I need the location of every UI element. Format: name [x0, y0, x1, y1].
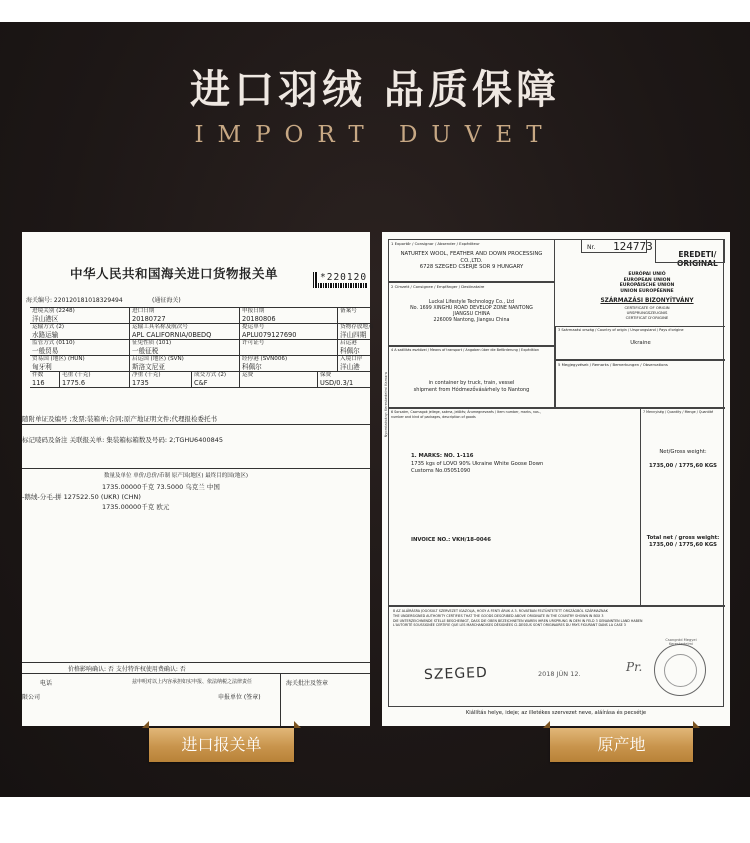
field-label: 监管方式 (0110) [32, 340, 75, 346]
field-value: 科佩尔 [242, 362, 262, 371]
origin-caption: 原产地 [550, 728, 693, 762]
transport-box [389, 346, 555, 408]
divider [22, 673, 370, 674]
declarant-seal-label: 申报单位 (签章) [218, 694, 261, 701]
special-relationship-line: 价格影响确认: 否 支付特许权使用费确认: 否 [68, 666, 186, 673]
field-value: 洋山四期 [340, 330, 367, 339]
customs-declaration-image [22, 232, 374, 726]
certificate-subtitle: CERTIFICATE OF ORIGIN URSPRUNGSZEUGNIS CERTIFICAT D'ORIGINE [624, 304, 670, 320]
field-label: 件数 [32, 372, 44, 378]
customs-row [30, 372, 370, 388]
eu-label: EURÓPAI UNIÓ EUROPEAN UNION EUROPÄISCHE UNION UNION EUROPÉENNE [619, 272, 675, 294]
field-label: 启运港 [340, 340, 357, 346]
field-label: 运输工具名称及航次号 [132, 324, 188, 330]
chamber-seal [654, 638, 706, 696]
field-value: 洋山港 [340, 362, 360, 371]
szeged-stamp: SZEGED [423, 664, 489, 684]
field-label: 备案号 [340, 308, 357, 314]
divider [280, 674, 281, 726]
eu-block [563, 272, 731, 320]
goods-line: -鹅绒-分毛-拼 127522.50 (UKR) (CHN) [22, 493, 141, 501]
declaration-office: (通征海关) [152, 297, 181, 304]
number-box [581, 239, 647, 253]
barcode-number: *220120 [320, 272, 368, 283]
consignee-value: Luckal Lifestyle Technology Co., Ltd No. 1699 XINGHU ROAD DEVELOP ZONE NANTONG JIANGSU CHINA 226009 Nantong, Jiangsu China [410, 300, 533, 323]
phone-label: 电话 [40, 680, 53, 687]
quantity-label: 7 Mennyiség / Quantity / Menge / Quantité [643, 410, 714, 414]
net-gross-label: Net/Gross weight: [659, 449, 707, 455]
consignee-box [389, 282, 555, 346]
goods-table-header: 数量及单位 单价/总价/币制 原产国(地区) 最终目的国(地区) [104, 473, 249, 479]
country-value: Ukraine [630, 340, 651, 346]
original-box [655, 239, 725, 263]
field-label: 贸易国 (地区) (HUN) [32, 356, 85, 362]
exporter-value: NATURTEX WOOL, FEATHER AND DOWN PROCESSING CO.,LTD. 6728 SZEGED CSERJE SOR 9 HUNGARY [400, 251, 543, 271]
signature: Pr. [626, 660, 643, 674]
marks-and-remarks: 标记唛码及备注 关联报关单: 集装箱标箱数及号码: 2;TGHU6400845 [22, 436, 224, 444]
field-value: 一般贸易 [32, 346, 59, 355]
field-label: 货物存放地点 [340, 324, 374, 330]
remarks-label: 5 Megjegyzések / Remarks / Bemerkungen / Observations [558, 362, 668, 367]
field-label: 成交方式 (2) [194, 372, 227, 378]
customs-approval-label: 海关批注及签章 [286, 680, 329, 687]
field-label: 提运单号 [242, 324, 265, 330]
field-value: 科佩尔 [340, 346, 360, 355]
goods-line: 1735.00000千克 欧元 [102, 503, 170, 511]
field-label: 入境口岸 [340, 356, 363, 362]
field-value: 1775.6 [62, 378, 86, 387]
certificate-frame [388, 239, 724, 707]
seal-text: Csongrád Megyei Kereskedelmi [665, 638, 697, 646]
certificate-of-origin-image [382, 232, 730, 726]
total-weight-value: 1735,00 / 1775,60 KGS [649, 542, 717, 548]
field-value: C&F [194, 378, 208, 387]
authority-text: 8 AZ ALÁÍRÁSRA JOGOSULT SZERVEZET IGAZOLJA, HOGY A FENTI ÁRUK A 3. ROVATBAN FELTÜNTETETT ORSZÁGBÓL SZÁRMAZNAK THE UNDERSIGNED AUTHORITY CERTIFIES THAT THE GOODS DESCRIBED ABOVE ORIGINATE IN THE COUNTRY SHOWN IN BOX 3 DIE UNTERZEICHNENDE STELLE BESCHEINIGT, DASS DIE OBEN BEZEICHNETEN WAREN IHREN URSPRUNG IN DEM IN FELD 3 GENANNTEN LAND HABEN L'AUTORITÉ SOUSSIGNÉE CERTIFIE QUE LES MARCHANDISES DÉSIGNÉES CI-DESSUS SONT ORIGINAIRES DU PAYS FIGURANT DANS LA CASE 3 [393, 609, 643, 628]
customs-field-grid [30, 307, 374, 388]
goods-label: 6 Sorszám, Csomagok jellege, száma, jelölés; Árumegnevezés / Item number, marks, nos., number and kind of packages, description of goods [391, 410, 541, 419]
country-label: 3 Származási ország / Country of origin / Ursprungsland / Pays d'origine [558, 328, 684, 332]
exporter-box [389, 240, 555, 282]
declaration-statement: 兹申明对以上内容承担如实申报、依法纳税之法律责任 [132, 679, 253, 685]
net-gross-value: 1735,00 / 1775,60 KGS [649, 463, 717, 469]
field-value: USD/0.3/1 [320, 378, 354, 387]
customs-row [30, 324, 374, 340]
field-value: 1735 [132, 378, 149, 387]
certificate-title: SZÁRMAZÁSI BIZONYÍTVÁNY [600, 298, 694, 305]
field-value: 匈牙利 [32, 362, 52, 371]
field-value: 水路运输 [32, 330, 59, 339]
customs-row [30, 340, 370, 356]
original-mark: EREDETI/ ORIGINAL [677, 250, 718, 268]
field-value: 20180727 [132, 314, 166, 323]
field-value: 一般征税 [132, 346, 159, 355]
quantity-box [641, 408, 725, 606]
customs-number: 海关编号: 220120181018329494 [26, 297, 123, 304]
customs-row [30, 356, 370, 372]
field-label: 启运国 (地区) (SVN) [132, 356, 184, 362]
customs-doc-title: 中华人民共和国海关进口货物报关单 [70, 266, 279, 281]
certificate-number-label: Nr. [587, 244, 596, 251]
field-label: 征免性质 (101) [132, 340, 172, 346]
field-label: 毛重 (千克) [62, 372, 91, 378]
field-value: APLU079127690 [242, 330, 297, 339]
divider [22, 468, 370, 469]
exporter-label: 1 Exportőr / Consignor / Absender / Expéditeur [391, 241, 480, 246]
stamp-date: 2018 JÚN 12. [538, 670, 581, 678]
field-value: 20180806 [242, 314, 276, 323]
field-label: 进境关别 (2248) [32, 308, 75, 314]
transport-value: in container by truck, train, vessel shipment from Hódmezővásárhely to Nantong [413, 380, 530, 393]
goods-line: 1735.00000千克 73.5000 乌克兰 中国 [102, 483, 220, 491]
field-label: 保费 [320, 372, 332, 378]
company-suffix: 限公司 [22, 694, 41, 701]
divider [22, 662, 370, 663]
marks-value: 1. MARKS: NO. 1-116 [411, 453, 474, 459]
transport-label: 4 A szállítás eszközei / Means of transport / Angaben über die Beförderung / Expédition [391, 348, 540, 352]
field-label: 净重 (千克) [132, 372, 161, 378]
field-label: 申报日期 [242, 308, 265, 314]
certificate-footer: Kiállítás helye, ideje; az illetékes szervezet neve, aláírása és pecsétje [465, 710, 647, 716]
attached-documents: 随附单证及编号 ;发票;装箱单;合同;原产地证明文件;代理报检委托书 [22, 415, 218, 423]
invoice-number: INVOICE NO.: VKH/18-0046 [411, 537, 491, 543]
goods-description: 1735 kgs of LOVO 90% Ukraine White Goose Down Customs No.05051090 [411, 461, 544, 474]
consignee-label: 2 Címzett / Consignee / Empfänger / Destinataire [391, 284, 485, 289]
country-box [555, 326, 725, 360]
goods-box [389, 408, 641, 606]
customs-row [30, 308, 370, 324]
field-label: 运费 [242, 372, 254, 378]
divider [22, 424, 370, 425]
customs-caption: 进口报关单 [149, 728, 294, 762]
field-label: 许可证号 [242, 340, 265, 346]
field-value: 斯洛文尼亚 [132, 362, 165, 371]
side-print-text: Nyomtatvány: Kereskedelmi Kamara [384, 372, 388, 438]
field-value: 116 [32, 378, 45, 387]
remarks-box [555, 360, 725, 408]
field-label: 运输方式 (2) [32, 324, 65, 330]
field-label: 进口日期 [132, 308, 155, 314]
field-label: 经停港 (SVN006) [242, 356, 288, 362]
headline: 进口羽绒 品质保障 [190, 67, 560, 113]
certificate-number: 124773 [613, 240, 653, 253]
total-weight-label: Total net / gross weight: [646, 535, 720, 541]
subheadline: IMPORT DUVET [194, 122, 556, 148]
field-value: 洋山港区 [32, 314, 59, 323]
field-value: APL CALIFORNIA/0BEDQ [132, 330, 212, 339]
